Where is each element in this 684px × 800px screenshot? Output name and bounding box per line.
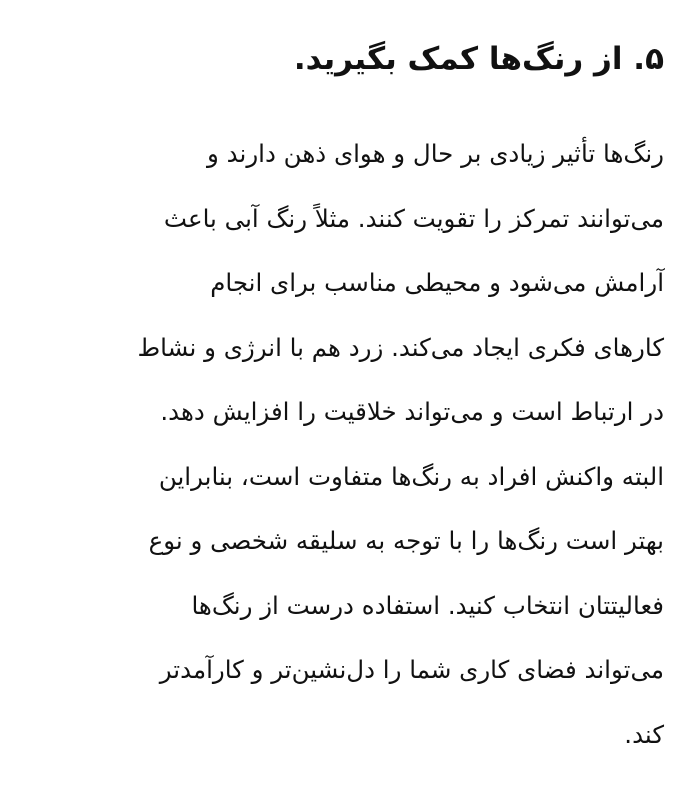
paragraph-line: رنگ‌ها تأثیر زیادی بر حال و هوای ذهن دارند و (207, 139, 664, 168)
paragraph-line: کند. (624, 719, 664, 749)
paragraph-line: کارهای فکری ایجاد می‌کند. زرد هم با انرژی و نشاط (137, 332, 664, 362)
paragraph-line: البته واکنش افراد به رنگ‌ها متفاوت است، بنابراین (158, 461, 664, 491)
paragraph-line: آرامش می‌شود و محیطی مناسب برای انجام (210, 268, 664, 297)
article-section (16, 28, 664, 767)
paragraph-line: در ارتباط است و می‌تواند خلاقیت را افزایش دهد. (160, 397, 664, 426)
paragraph-line: فعالیتتان انتخاب کنید. استفاده درست از رنگ‌ها (191, 590, 664, 620)
paragraph-line: می‌تواند فضای کاری شما را دل‌نشین‌تر و کارآمدتر (159, 655, 664, 684)
paragraph-line: می‌توانند تمرکز را تقویت کنند. مثلاً رنگ آبی باعث (163, 203, 664, 233)
section-paragraph (16, 122, 664, 767)
section-heading: ۵. از رنگ‌ها کمک بگیرید. (293, 41, 664, 77)
paragraph-line: بهتر است رنگ‌ها را با توجه به سلیقه شخصی و نوع (148, 526, 664, 555)
